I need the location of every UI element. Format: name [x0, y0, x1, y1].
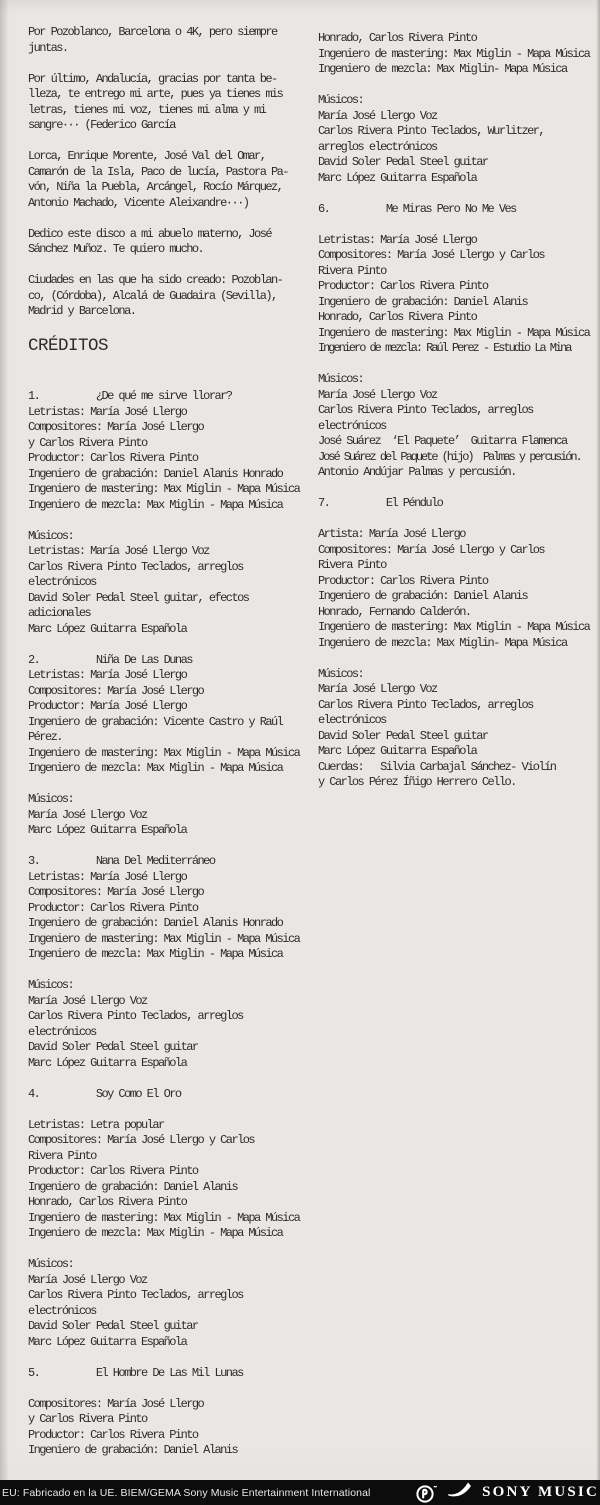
text-line: Músicos: — [318, 372, 364, 386]
text-line — [318, 512, 598, 528]
text-line: Pérez. — [28, 730, 62, 744]
text-line: Ingeniero de mezcla: Raúl Perez - Estudio La Mina — [318, 341, 571, 355]
text-line: Antonio Andújar Palmas y percusión. — [318, 465, 516, 479]
text-line: y Carlos Rivera Pinto — [28, 1412, 147, 1426]
text-line: Ingeniero de mastering: Max Miglin - Mapa Música — [28, 1210, 300, 1225]
text-line: Marc López Guitarra Española — [318, 170, 477, 185]
text-line: juntas. — [28, 40, 68, 55]
text-line: Ingeniero de mezcla: Max Miglin - Mapa Música — [28, 761, 283, 775]
text-line: María José Llergo Voz — [318, 387, 437, 402]
text-line: María José Llergo Voz — [318, 108, 437, 123]
text-line: Cuerdas: Silvia Carbajal Sánchez- Violín — [318, 759, 556, 774]
text-line: Ingeniero de mastering: Max Miglin - Mapa Música — [28, 745, 300, 760]
text-line: electrónicos — [28, 1303, 96, 1318]
text-line: José Suárez del Paquete (hijo) Palmas y percusión. — [318, 449, 581, 464]
text-line: 1. ¿De qué me sirve llorar? — [28, 389, 232, 403]
text-line: Dedico este disco a mi abuelo materno, José — [28, 226, 272, 241]
text-line: Productor: Carlos Rivera Pinto — [28, 900, 198, 915]
sony-music-swoosh-logo — [447, 1481, 473, 1504]
text-line: Compositores: María José Llergo y Carlos — [318, 248, 545, 262]
text-line: 5. El Hombre De Las Mil Lunas — [28, 1365, 243, 1380]
text-line: Carlos Rivera Pinto Teclados, arreglos — [28, 1009, 243, 1023]
text-line: 6. Me Miras Pero No Me Ves — [318, 201, 516, 216]
text-line: Ingeniero de grabación: Daniel Alanis — [318, 589, 528, 603]
text-line: Carlos Rivera Pinto Teclados, arreglos — [28, 559, 243, 574]
track-1-musicians — [28, 529, 300, 638]
text-line: vón, Niña la Puebla, Arcángel, Rocío Márquez, — [28, 180, 283, 194]
text-line: Letristas: Letra popular — [28, 1117, 164, 1132]
text-line: Músicos: — [28, 1257, 74, 1271]
text-line: Productor: Carlos Rivera Pinto — [28, 1164, 198, 1178]
text-line: 2. Niña De Las Dunas — [28, 652, 192, 667]
text-line: Productor: Carlos Rivera Pinto — [318, 279, 488, 293]
text-line: adicionales — [28, 606, 91, 620]
text-line: Madrid y Barcelona. — [28, 304, 136, 318]
intro-paragraph-3 — [28, 149, 300, 211]
text-line: y Carlos Rivera Pinto — [28, 435, 147, 450]
track-4-credits — [28, 1087, 300, 1242]
text-line: Músicos: — [28, 528, 74, 543]
text-line: y Carlos Pérez Íñigo Herrero Cello. — [318, 775, 516, 789]
left-text-column — [28, 25, 300, 1459]
text-line: Ingeniero de mastering: Max Miglin - Mapa Música — [28, 931, 300, 946]
text-line: Ingeniero de grabación: Daniel Alanis — [28, 1179, 238, 1194]
text-line: Carlos Rivera Pinto Teclados, Wurlitzer, — [318, 124, 545, 138]
track-7-credits — [318, 496, 598, 651]
text-line: Ingeniero de mastering: Max Miglin - Mapa Música — [318, 325, 590, 340]
text-line: Ingeniero de mastering: Max Miglin - Mapa Música — [318, 620, 590, 634]
track-1-credits — [28, 389, 300, 513]
text-line: Por último, Andalucía, gracias por tanta be- — [28, 71, 277, 86]
text-line: María José Llergo Voz — [28, 993, 147, 1008]
footer-brand-area — [416, 1481, 600, 1504]
text-line: Ingeniero de grabación: Daniel Alanis Honrado — [28, 466, 283, 481]
text-line: Ingeniero de mezcla: Max Miglin- Mapa Música — [318, 62, 567, 76]
text-line: Ingeniero de grabación: Daniel Alanis — [28, 1443, 238, 1457]
track-6-credits — [318, 202, 598, 357]
text-line: David Soler Pedal Steel guitar — [28, 1040, 198, 1054]
text-line: José Suárez ‘El Paquete’ Guitarra Flamenca — [318, 434, 567, 448]
text-line: electrónicos — [28, 575, 96, 589]
track-7-musicians — [318, 667, 598, 791]
text-line: Productor: Carlos Rivera Pinto — [28, 1427, 198, 1442]
text-line: arreglos electrónicos — [318, 139, 437, 154]
text-line: Marc López Guitarra Española — [28, 1334, 187, 1349]
text-line: Músicos: — [28, 978, 74, 992]
track-2-musicians — [28, 792, 300, 839]
text-line: Productor: Carlos Rivera Pinto — [28, 451, 198, 465]
track-2-credits — [28, 653, 300, 777]
text-line: Ingeniero de grabación: Vicente Castro y Raúl — [28, 714, 283, 729]
track-5-musicians — [318, 93, 598, 186]
text-line: letras, tienes mi voz, tienes mi alma y mi — [28, 102, 266, 117]
text-line: Letristas: María José Llergo Voz — [28, 544, 209, 558]
intro-paragraph-2 — [28, 72, 300, 134]
text-line: Músicos: — [318, 666, 364, 681]
text-line: Ingeniero de mastering: Max Miglin - Mapa Música — [28, 482, 300, 496]
text-line: Compositores: María José Llergo — [28, 1396, 204, 1411]
text-line: Honrado, Carlos Rivera Pinto — [318, 310, 477, 324]
text-line: Rivera Pinto — [28, 1148, 96, 1163]
text-line: Marc López Guitarra Española — [318, 744, 477, 758]
text-line: Compositores: María José Llergo — [28, 420, 204, 434]
text-line: Antonio Machado, Vicente Aleixandre···) — [28, 195, 249, 210]
text-line: David Soler Pedal Steel guitar — [318, 155, 488, 169]
text-line: Músicos: — [28, 792, 74, 806]
text-line: Letristas: María José Llergo — [28, 869, 187, 884]
track-3-musicians — [28, 978, 300, 1071]
text-line: lleza, te entrego mi arte, pues ya tienes mis — [28, 87, 283, 101]
text-line: Compositores: María José Llergo y Carlos — [318, 542, 545, 557]
text-line: sangre··· (Federico García — [28, 118, 175, 132]
right-text-column — [318, 31, 598, 791]
cities-paragraph — [28, 273, 300, 320]
text-line: Marc López Guitarra Española — [28, 621, 187, 636]
text-line: Ingeniero de mezcla: Max Miglin - Mapa Música — [28, 497, 283, 512]
text-line: Letristas: María José Llergo — [318, 232, 477, 247]
text-line: Sánchez Muñoz. Te quiero mucho. — [28, 242, 204, 256]
text-line: Productor: Carlos Rivera Pinto — [318, 573, 488, 588]
text-line: Rivera Pinto — [318, 558, 386, 572]
text-line: 3. Nana Del Mediterráneo — [28, 854, 215, 868]
text-line: 4. Soy Como El Oro — [28, 1086, 181, 1101]
text-line: Honrado, Carlos Rivera Pinto — [28, 1195, 187, 1209]
text-line: electrónicos — [318, 713, 386, 727]
text-line: David Soler Pedal Steel guitar — [28, 1319, 198, 1333]
text-line: 7. El Péndulo — [318, 496, 443, 510]
track-6-musicians — [318, 372, 598, 481]
text-line: Carlos Rivera Pinto Teclados, arreglos — [318, 403, 533, 417]
text-line: Ingeniero de mastering: Max Miglin - Mapa Música — [318, 46, 590, 61]
track-5-credits-continued — [318, 31, 598, 78]
text-line — [28, 1381, 300, 1397]
text-line: Ingeniero de grabación: Daniel Alanis Honrado — [28, 916, 283, 930]
intro-paragraph-1 — [28, 25, 300, 56]
sony-music-wordmark: SONY MUSIC — [482, 1484, 599, 1500]
text-line: electrónicos — [318, 418, 386, 433]
text-line: Lorca, Enrique Morente, José Val del Omar, — [28, 149, 266, 163]
text-line: Compositores: María José Llergo — [28, 885, 204, 899]
text-line: David Soler Pedal Steel guitar, efectos — [28, 590, 249, 605]
page-right-edge-shadow — [596, 0, 600, 1480]
page-left-edge-shadow — [0, 0, 9, 1480]
text-line: María José Llergo Voz — [28, 1272, 147, 1287]
track-4-musicians — [28, 1257, 300, 1350]
text-line: Letristas: María José Llergo — [28, 404, 187, 419]
text-line: electrónicos — [28, 1024, 96, 1039]
phonogram-circle-logo — [416, 1483, 438, 1503]
text-line: María José Llergo Voz — [28, 807, 147, 822]
footer-legal-text: EU: Fabricado en la UE. BIEM/GEMA Sony Music Entertainment International — [2, 1486, 371, 1499]
text-line: Artista: María José Llergo — [318, 527, 465, 541]
credits-heading — [28, 335, 300, 357]
text-line: Ingeniero de mezcla: Max Miglin- Mapa Música — [318, 635, 567, 650]
track-3-credits — [28, 854, 300, 963]
footer-bar — [0, 1480, 600, 1505]
text-line: María José Llergo Voz — [318, 682, 437, 696]
text-line: Camarón de la Isla, Paco de lucía, Pastora Pa- — [28, 164, 288, 179]
text-line: Marc López Guitarra Española — [28, 1055, 187, 1070]
text-line: Ciudades en las que ha sido creado: Pozoblan- — [28, 273, 283, 287]
text-line — [318, 217, 598, 233]
text-line: Marc López Guitarra Española — [28, 823, 187, 837]
text-line: CRÉDITOS — [28, 336, 109, 356]
text-line: Honrado, Fernando Calderón. — [318, 604, 471, 619]
text-line — [28, 1102, 300, 1118]
track-5-credits — [28, 1366, 300, 1459]
dedication-paragraph — [28, 227, 300, 258]
text-line: Ingeniero de grabación: Daniel Alanis — [318, 294, 528, 309]
text-line: David Soler Pedal Steel guitar — [318, 728, 488, 743]
text-line: Compositores: María José Llergo — [28, 683, 204, 698]
text-line: co, (Córdoba), Alcalá de Guadaira (Sevilla), — [28, 288, 277, 303]
text-line: Carlos Rivera Pinto Teclados, arreglos — [318, 697, 533, 712]
text-line: Por Pozoblanco, Barcelona o 4K, pero siempre — [28, 25, 277, 39]
text-line: Honrado, Carlos Rivera Pinto — [318, 31, 477, 45]
text-line: Productor: María José Llergo — [28, 699, 187, 713]
text-line: Músicos: — [318, 93, 364, 107]
text-line: Compositores: María José Llergo y Carlos — [28, 1133, 255, 1147]
text-line: Letristas: María José Llergo — [28, 668, 187, 682]
text-line: Carlos Rivera Pinto Teclados, arreglos — [28, 1288, 243, 1302]
text-line: Rivera Pinto — [318, 263, 386, 278]
text-line: Ingeniero de mezcla: Max Miglin - Mapa Música — [28, 947, 283, 961]
text-line: Ingeniero de mezcla: Max Miglin - Mapa Música — [28, 1226, 283, 1240]
